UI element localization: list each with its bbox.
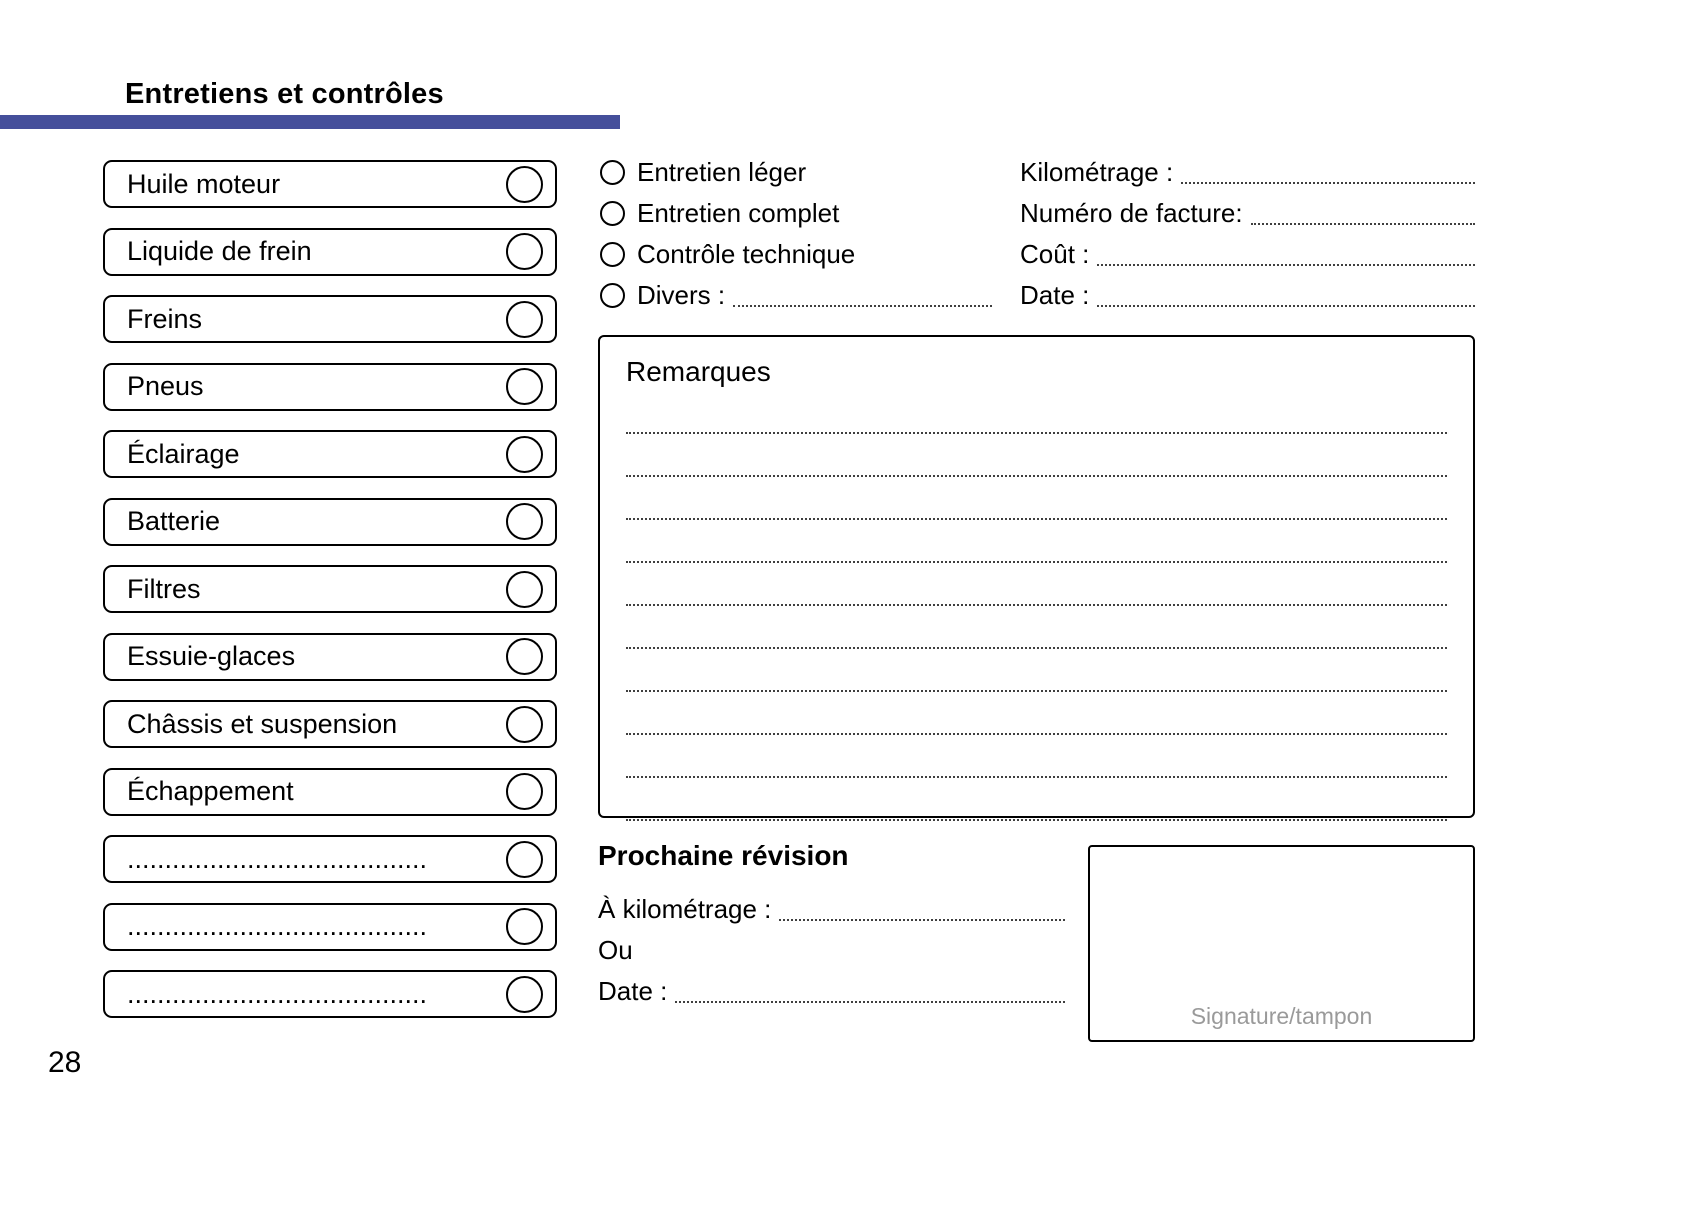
checklist-label: ........................................ xyxy=(127,843,428,874)
remark-line[interactable] xyxy=(626,520,1447,563)
radio-circle[interactable] xyxy=(600,283,625,308)
divers-label: Divers : xyxy=(637,280,726,310)
remarks-box xyxy=(598,335,1475,818)
check-circle[interactable] xyxy=(506,436,543,473)
invoice-fields xyxy=(1020,152,1475,316)
service-option xyxy=(600,234,992,275)
checklist-label: ........................................ xyxy=(127,978,428,1009)
remarks-title: Remarques xyxy=(626,356,771,387)
checklist-label: Châssis et suspension xyxy=(127,708,398,739)
checklist-row xyxy=(103,363,557,411)
checklist-label: Filtres xyxy=(127,573,201,604)
invoice-fill-line[interactable] xyxy=(1181,152,1475,193)
radio-circle[interactable] xyxy=(600,201,625,226)
signature-label: Signature/tampon xyxy=(1190,1003,1373,1029)
next-service-block xyxy=(598,840,1065,1012)
radio-circle[interactable] xyxy=(600,242,625,267)
invoice-field-row xyxy=(1020,275,1475,316)
service-option-label: Contrôle technique xyxy=(637,239,856,269)
next-date-fill-line[interactable] xyxy=(675,970,1065,1012)
checklist-row xyxy=(103,498,557,546)
invoice-field-label: Coût : xyxy=(1020,239,1090,269)
invoice-fill-line[interactable] xyxy=(1097,275,1475,316)
check-circle[interactable] xyxy=(506,166,543,203)
remark-line[interactable] xyxy=(626,692,1447,735)
check-circle[interactable] xyxy=(506,976,543,1013)
checklist-label: Batterie xyxy=(127,506,221,536)
invoice-field-row xyxy=(1020,152,1475,193)
next-service-title: Prochaine révision xyxy=(598,840,849,871)
remark-line[interactable] xyxy=(626,649,1447,692)
remarks-lines xyxy=(626,391,1447,821)
next-km-fill-line[interactable] xyxy=(779,888,1065,930)
divers-fill-line[interactable] xyxy=(733,275,992,316)
checklist-row xyxy=(103,633,557,681)
remark-line[interactable] xyxy=(626,391,1447,434)
check-circle[interactable] xyxy=(506,706,543,743)
checklist-row xyxy=(103,700,557,748)
checklist-label: Éclairage xyxy=(127,438,240,469)
checklist-label: Huile moteur xyxy=(127,168,281,199)
checklist-row xyxy=(103,768,557,816)
checklist-label: Essuie-glaces xyxy=(127,641,296,671)
check-circle[interactable] xyxy=(506,233,543,270)
checklist-label: Liquide de frein xyxy=(127,236,312,266)
checklist-row xyxy=(103,295,557,343)
page-title: Entretiens et contrôles xyxy=(125,78,444,110)
invoice-field-label: Kilométrage : xyxy=(1020,157,1174,187)
remark-line[interactable] xyxy=(626,434,1447,477)
check-circle[interactable] xyxy=(506,368,543,405)
or-label: Ou xyxy=(598,934,633,965)
service-option-label: Entretien léger xyxy=(637,157,807,187)
invoice-field-row xyxy=(1020,234,1475,275)
checklist-row xyxy=(103,903,557,951)
invoice-fill-line[interactable] xyxy=(1097,234,1475,275)
service-option-label: Entretien complet xyxy=(637,198,840,228)
service-option-divers xyxy=(600,275,992,316)
check-circle[interactable] xyxy=(506,571,543,608)
checklist-label: Freins xyxy=(127,303,203,334)
remark-line[interactable] xyxy=(626,735,1447,778)
page-number: 28 xyxy=(48,1046,82,1079)
invoice-field-label: Numéro de facture: xyxy=(1020,198,1243,228)
check-circle[interactable] xyxy=(506,638,543,675)
remark-line[interactable] xyxy=(626,477,1447,520)
remark-line[interactable] xyxy=(626,778,1447,821)
service-type-block xyxy=(600,152,992,316)
check-circle[interactable] xyxy=(506,841,543,878)
check-circle[interactable] xyxy=(506,773,543,810)
checklist-row xyxy=(103,160,557,208)
checklist-row xyxy=(103,430,557,478)
checklist-row xyxy=(103,228,557,276)
check-circle[interactable] xyxy=(506,503,543,540)
invoice-field-row xyxy=(1020,193,1475,234)
next-date-row xyxy=(598,970,1065,1012)
service-option xyxy=(600,152,992,193)
service-type-options xyxy=(600,152,992,275)
check-circle[interactable] xyxy=(506,908,543,945)
remark-line[interactable] xyxy=(626,563,1447,606)
checklist-row xyxy=(103,970,557,1018)
remark-line[interactable] xyxy=(626,606,1447,649)
invoice-field-label: Date : xyxy=(1020,280,1090,310)
next-date-label: Date : xyxy=(598,975,668,1006)
checklist-label: ........................................ xyxy=(127,911,428,941)
next-km-label: À kilométrage : xyxy=(598,893,772,924)
signature-box[interactable] xyxy=(1088,845,1475,1042)
accent-bar xyxy=(0,115,620,129)
checklist xyxy=(103,160,557,1018)
checklist-row xyxy=(103,565,557,613)
checklist-label: Échappement xyxy=(127,776,294,806)
radio-circle[interactable] xyxy=(600,160,625,185)
service-option xyxy=(600,193,992,234)
invoice-fill-line[interactable] xyxy=(1251,193,1475,234)
checklist-row xyxy=(103,835,557,883)
check-circle[interactable] xyxy=(506,301,543,338)
checklist-label: Pneus xyxy=(127,371,204,401)
next-km-row xyxy=(598,888,1065,930)
